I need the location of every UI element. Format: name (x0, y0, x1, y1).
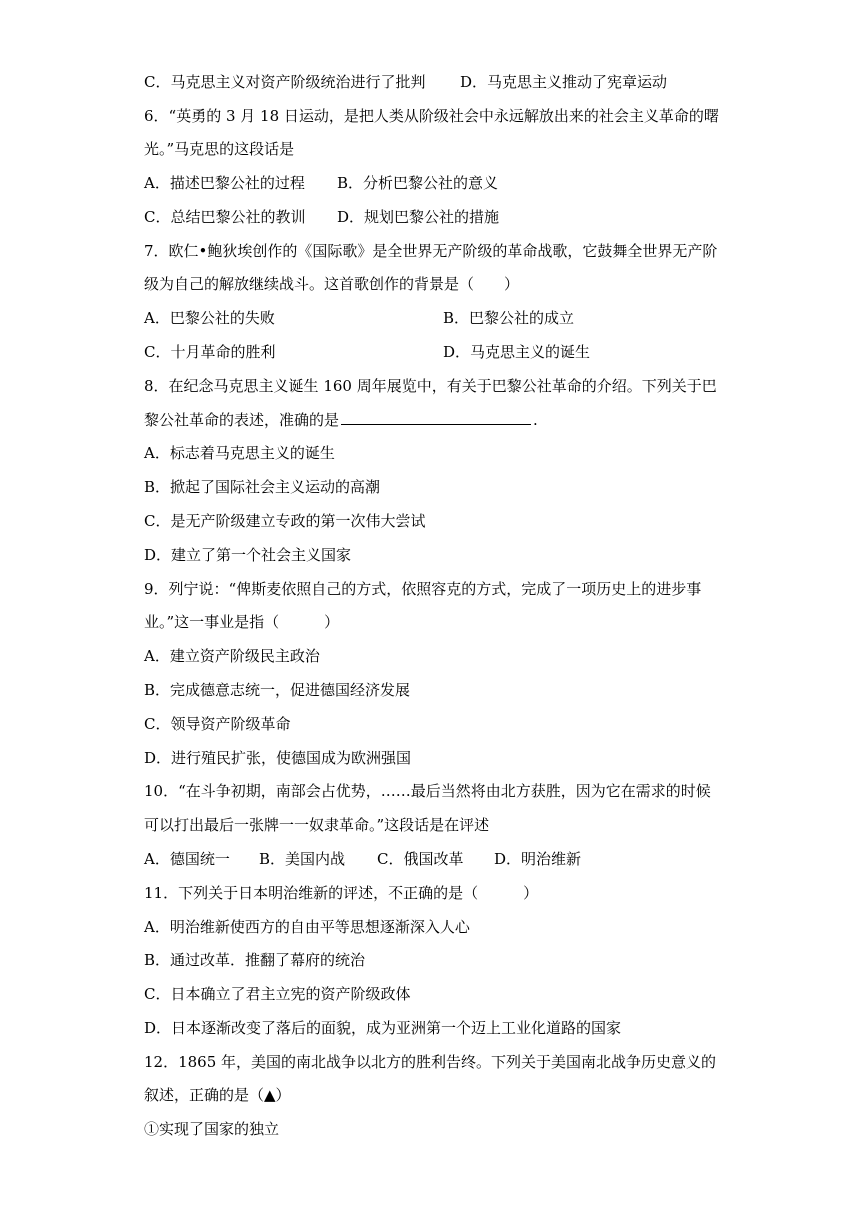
q10-stem-line-1: 10．“在斗争初期，南部会占优势，……最后当然将由北方获胜，因为它在需求的时候 (144, 782, 711, 800)
q6-option-d: D．规划巴黎公社的措施 (337, 208, 500, 226)
q10-option-c: C．俄国改革 (377, 850, 464, 868)
q10-option-d: D．明治维新 (494, 850, 582, 868)
q9-stem-line-2: 业。”这一事业是指（ ） (144, 613, 340, 631)
q10-stem-line-2: 可以打出最后一张牌一一奴隶革命。”这段话是在评述 (144, 816, 490, 834)
q5-option-c: C．马克思主义对资产阶级统治进行了批判 (144, 73, 426, 91)
answer-blank[interactable] (341, 410, 531, 425)
q10-option-a: A．德国统一 (144, 850, 230, 868)
q5-option-d: D．马克思主义推动了宪章运动 (460, 73, 668, 91)
q7-stem-line-2: 级为自己的解放继续战斗。这首歌创作的背景是（ ） (144, 275, 520, 293)
q12-stem-line-2: 叙述，正确的是（▲） (144, 1086, 291, 1104)
q6-stem-line-2: 光。”马克思的这段话是 (144, 140, 295, 158)
q7-option-a: A．巴黎公社的失败 (144, 309, 275, 327)
q7-option-b: B．巴黎公社的成立 (443, 309, 575, 327)
q7-option-d: D．马克思主义的诞生 (443, 343, 591, 361)
q9-option-c: C．领导资产阶级革命 (144, 715, 291, 733)
q11-option-a: A．明治维新使西方的自由平等思想逐渐深入人心 (144, 918, 470, 936)
q10-option-b: B．美国内战 (259, 850, 346, 868)
q11-option-d: D．日本逐渐改变了落后的面貌，成为亚洲第一个迈上工业化道路的国家 (144, 1019, 622, 1037)
q9-option-d: D．进行殖民扩张，使德国成为欧洲强国 (144, 749, 412, 767)
q8-stem-end: . (533, 411, 538, 429)
q11-option-b: B．通过改革．推翻了幕府的统治 (144, 951, 366, 969)
q8-stem-line-2 (144, 410, 538, 430)
q7-option-c: C．十月革命的胜利 (144, 343, 276, 361)
q8-option-a: A．标志着马克思主义的诞生 (144, 444, 335, 462)
q8-option-b: B．掀起了国际社会主义运动的高潮 (144, 478, 381, 496)
q11-stem: 11．下列关于日本明治维新的评述，不正确的是（ ） (144, 884, 539, 902)
q8-stem-text: 黎公社革命的表述，准确的是 (144, 411, 340, 429)
q12-item-1: ①实现了国家的独立 (144, 1120, 280, 1138)
q8-stem-line-1: 8．在纪念马克思主义诞生 160 周年展览中，有关于巴黎公社革命的介绍。下列关于巴 (144, 377, 717, 395)
q7-stem-line-1: 7．欧仁•鲍狄埃创作的《国际歌》是全世界无产阶级的革命战歌，它鼓舞全世界无产阶 (144, 242, 718, 260)
q6-option-c: C．总结巴黎公社的教训 (144, 208, 306, 226)
q8-option-c: C．是无产阶级建立专政的第一次伟大尝试 (144, 512, 426, 530)
q9-stem-line-1: 9．列宁说：“俾斯麦依照自己的方式，依照容克的方式，完成了一项历史上的进步事 (144, 580, 702, 598)
q12-stem-line-1: 12．1865 年，美国的南北战争以北方的胜利告终。下列关于美国南北战争历史意义的 (144, 1053, 717, 1071)
q9-option-b: B．完成德意志统一，促进德国经济发展 (144, 681, 411, 699)
q8-option-d: D．建立了第一个社会主义国家 (144, 546, 352, 564)
q6-stem-line-1: 6．“英勇的 3 月 18 日运动，是把人类从阶级社会中永远解放出来的社会主义革命的曙 (144, 107, 719, 125)
q11-option-c: C．日本确立了君主立宪的资产阶级政体 (144, 985, 411, 1003)
q6-option-a: A．描述巴黎公社的过程 (144, 174, 305, 192)
q6-option-b: B．分析巴黎公社的意义 (337, 174, 499, 192)
q9-option-a: A．建立资产阶级民主政治 (144, 647, 320, 665)
